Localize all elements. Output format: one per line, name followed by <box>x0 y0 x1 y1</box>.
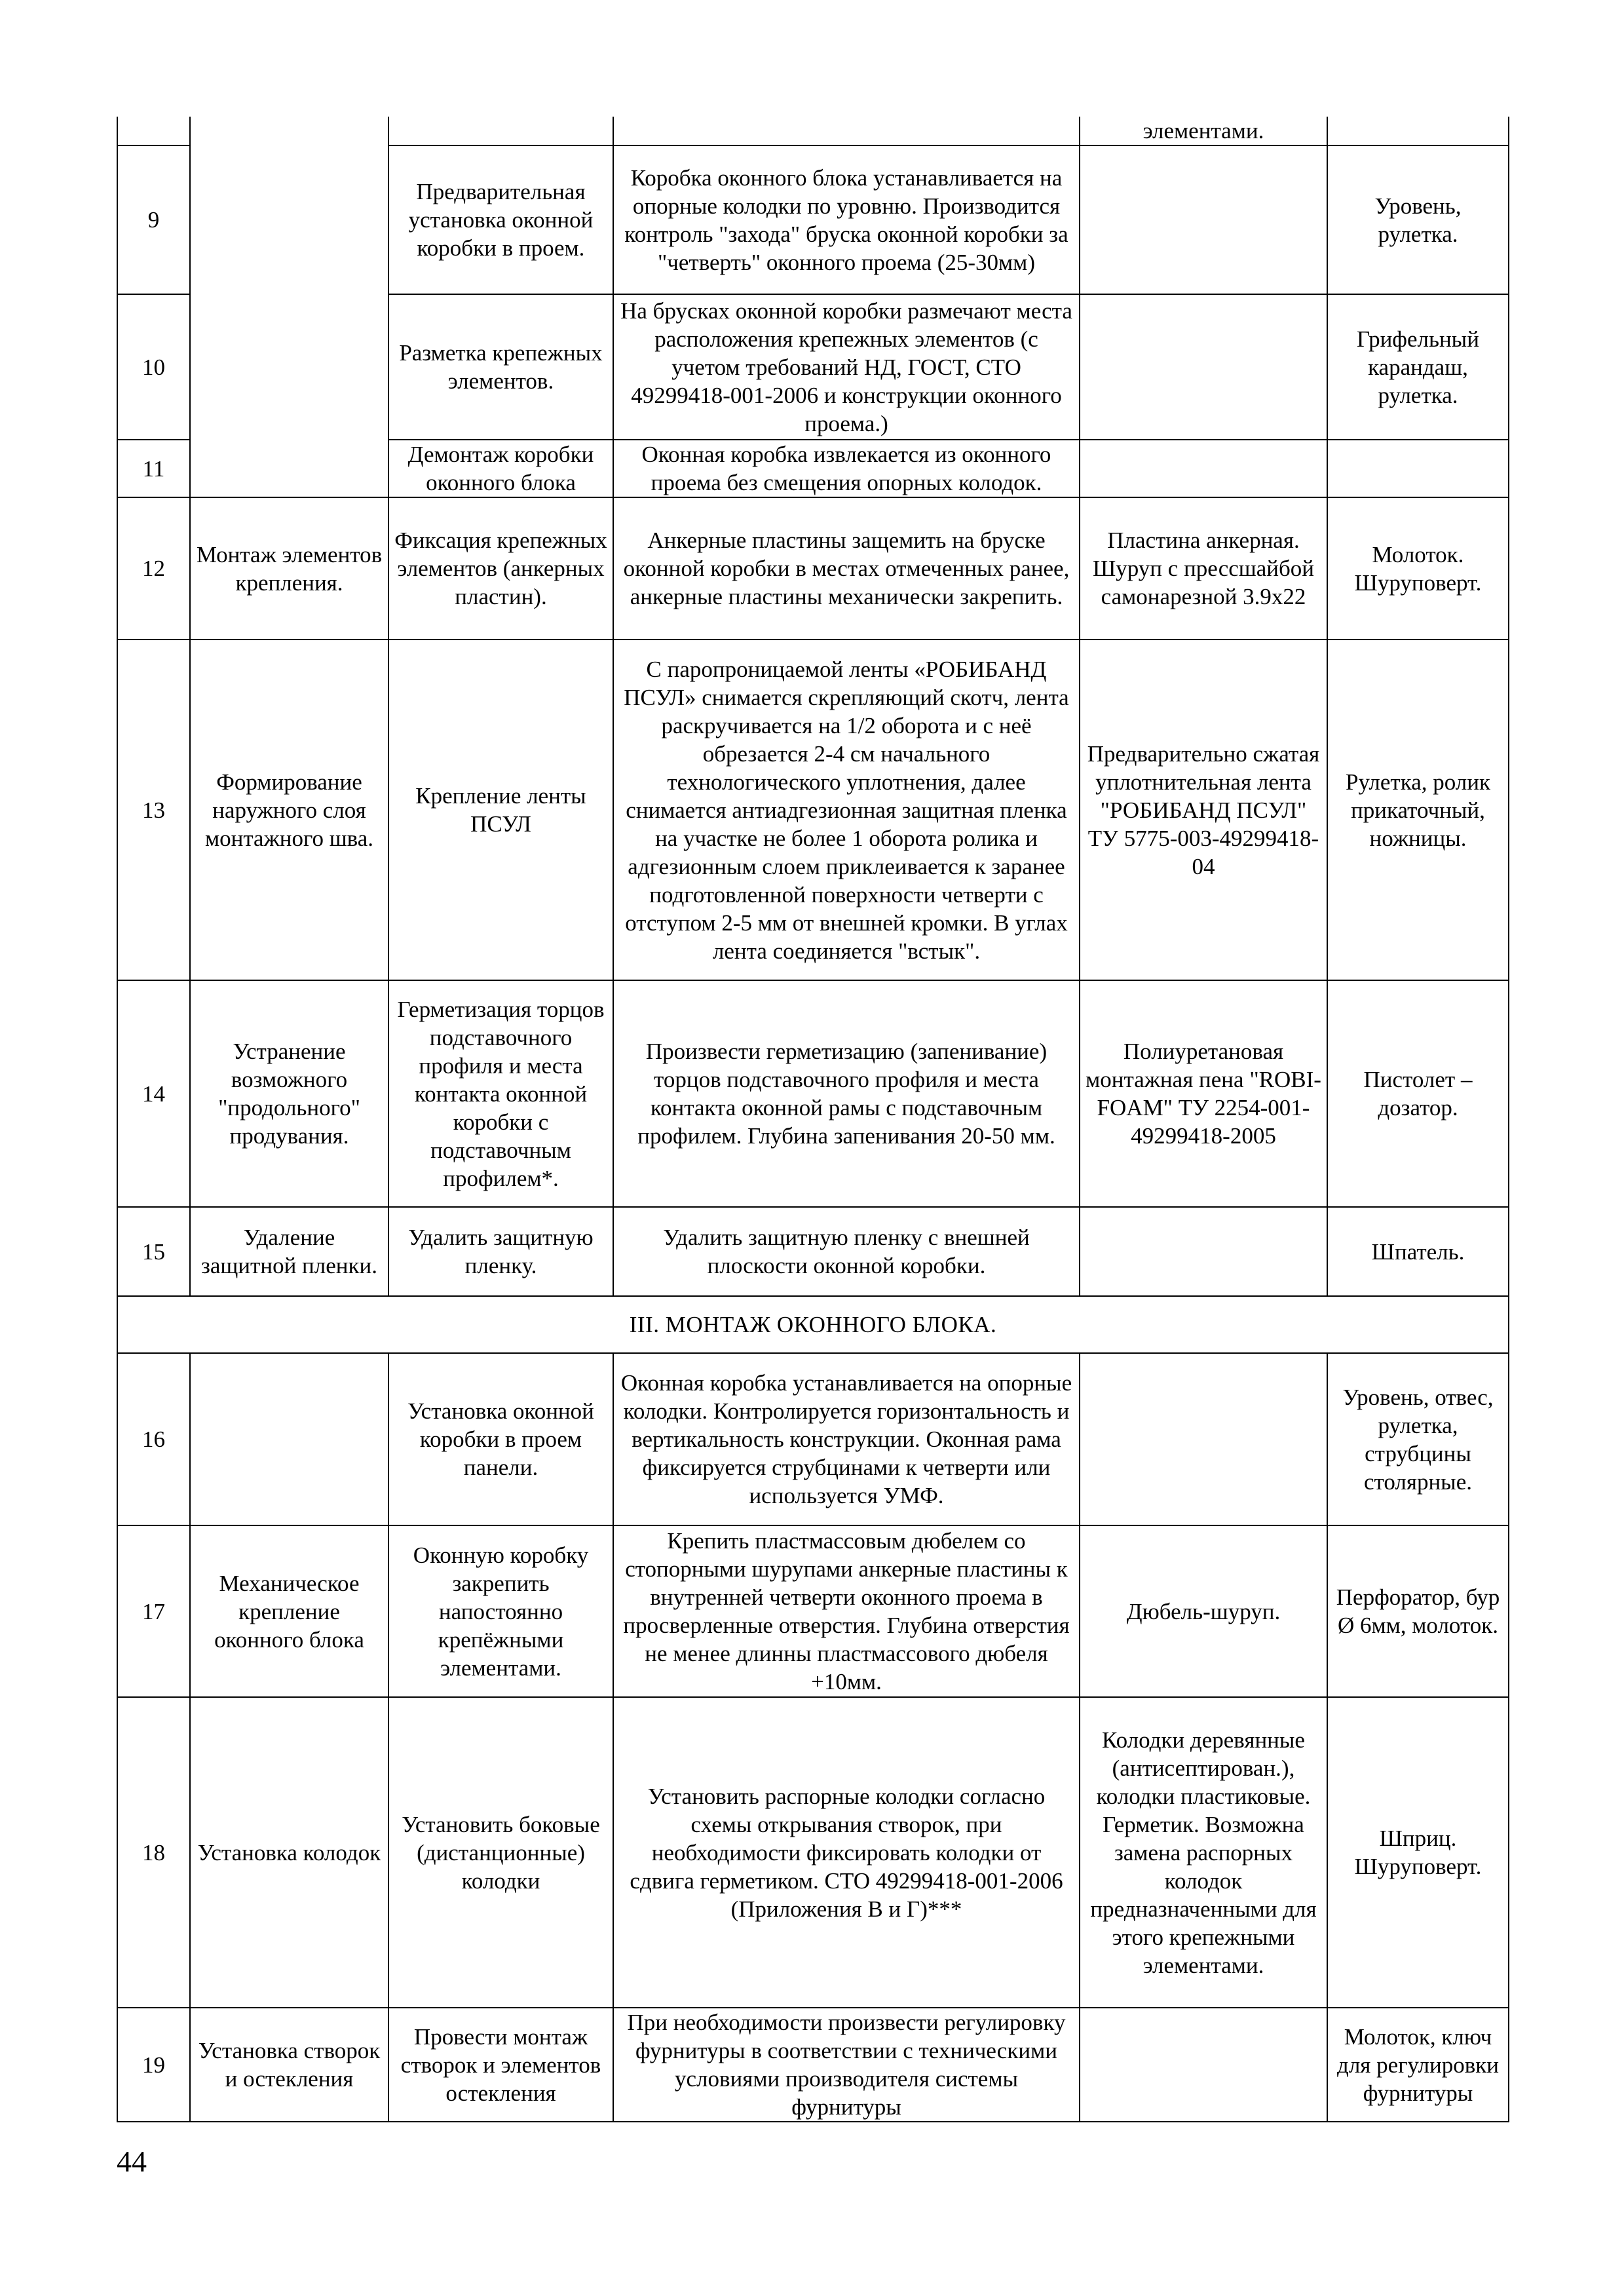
description-cell: Установить распорные колодки согласно схемы открывания створок, при необходимости фиксировать колодки от сдвига герметиком. СТО 49299418-001-2006 (Приложения В и Г)*** <box>613 1697 1080 2008</box>
operation-cell: Установка оконной коробки в проем панели. <box>388 1353 613 1525</box>
row-number: 12 <box>117 497 190 640</box>
table-row <box>117 1525 1509 1697</box>
operation-cell <box>388 117 613 145</box>
table-row <box>117 1207 1509 1296</box>
operation-cell: Крепление ленты ПСУЛ <box>388 640 613 980</box>
tools-cell: Уровень, рулетка. <box>1327 145 1509 294</box>
operation-cell: Фиксация крепежных элементов (анкерных пластин). <box>388 497 613 640</box>
operation-cell: Разметка крепежных элементов. <box>388 294 613 440</box>
materials-cell: Колодки деревянные (антисептирован.), колодки пластиковые. Герметик. Возможна замена распорных колодок предназначенными для этого крепежными элементами. <box>1080 1697 1327 2008</box>
stage-cell: Установка колодок <box>190 1697 388 2008</box>
operation-cell: Герметизация торцов подставочного профиля и места контакта оконной коробки с подставочным профилем*. <box>388 980 613 1207</box>
operation-cell: Демонтаж коробки оконного блока <box>388 440 613 497</box>
materials-cell <box>1080 145 1327 294</box>
description-cell: Удалить защитную пленку с внешней плоскости оконной коробки. <box>613 1207 1080 1296</box>
table-row <box>117 497 1509 640</box>
tools-cell: Шпатель. <box>1327 1207 1509 1296</box>
row-number: 13 <box>117 640 190 980</box>
tools-cell: Молоток, ключ для регулировки фурнитуры <box>1327 2008 1509 2122</box>
row-number: 10 <box>117 294 190 440</box>
stage-cell: Механическое крепление оконного блока <box>190 1525 388 1697</box>
materials-cell <box>1080 2008 1327 2122</box>
row-number: 15 <box>117 1207 190 1296</box>
operation-cell: Провести монтаж створок и элементов остекления <box>388 2008 613 2122</box>
stage-cell: Установка створок и остекления <box>190 2008 388 2122</box>
description-cell: На брусках оконной коробки размечают места расположения крепежных элементов (с учетом требований НД, ГОСТ, СТО 49299418-001-2006 и конструкции оконного проема.) <box>613 294 1080 440</box>
tools-cell: Грифельный карандаш, рулетка. <box>1327 294 1509 440</box>
row-number: 17 <box>117 1525 190 1697</box>
table-row <box>117 117 1509 145</box>
stage-cell <box>190 117 388 497</box>
stage-cell: Формирование наружного слоя монтажного шва. <box>190 640 388 980</box>
materials-cell <box>1080 1207 1327 1296</box>
description-cell: Произвести герметизацию (запенивание) торцов подставочного профиля и места контакта оконной рамы с подставочным профилем. Глубина запенивания 20-50 мм. <box>613 980 1080 1207</box>
row-number <box>117 117 190 145</box>
materials-cell: Предварительно сжатая уплотнительная лента "РОБИБАНД ПСУЛ" ТУ 5775-003-49299418-04 <box>1080 640 1327 980</box>
materials-cell: элементами. <box>1080 117 1327 145</box>
description-cell: При необходимости произвести регулировку фурнитуры в соответствии с техническими условиями производителя системы фурнитуры <box>613 2008 1080 2122</box>
row-number: 19 <box>117 2008 190 2122</box>
operation-cell: Установить боковые (дистанционные) колодки <box>388 1697 613 2008</box>
description-cell: Оконная коробка извлекается из оконного проема без смещения опорных колодок. <box>613 440 1080 497</box>
operation-cell: Удалить защитную пленку. <box>388 1207 613 1296</box>
description-cell: Коробка оконного блока устанавливается на опорные колодки по уровню. Производится контроль "захода" бруска оконной коробки за "четверть" оконного проема (25-30мм) <box>613 145 1080 294</box>
materials-cell: Полиуретановая монтажная пена "ROBI-FOAM" ТУ 2254-001-49299418-2005 <box>1080 980 1327 1207</box>
tools-cell: Уровень, отвес, рулетка, струбцины столярные. <box>1327 1353 1509 1525</box>
stage-cell <box>190 1353 388 1525</box>
description-cell: Оконная коробка устанавливается на опорные колодки. Контролируется горизонтальность и вертикальность конструкции. Оконная рама фиксируется струбцинами к четверти или используется УМФ. <box>613 1353 1080 1525</box>
materials-cell: Дюбель-шуруп. <box>1080 1525 1327 1697</box>
description-cell: С паропроницаемой ленты «РОБИБАНД ПСУЛ» снимается скрепляющий скотч, лента раскручивается на 1/2 оборота и с неё обрезается 2-4 см начального технологического уплотнения, далее снимается антиадгезионная защитная пленка на участке не более 1 оборота ролика и адгезионным слоем приклеивается к заранее подготовленной поверхности четверти с отступом 2-5 мм от внешней кромки. В углах лента соединяется "встык". <box>613 640 1080 980</box>
table-row <box>117 1697 1509 2008</box>
row-number: 9 <box>117 145 190 294</box>
row-number: 16 <box>117 1353 190 1525</box>
materials-cell <box>1080 294 1327 440</box>
section-row <box>117 1296 1509 1353</box>
tools-cell: Рулетка, ролик прикаточный, ножницы. <box>1327 640 1509 980</box>
operation-cell: Предварительная установка оконной коробки в проем. <box>388 145 613 294</box>
stage-cell: Монтаж элементов крепления. <box>190 497 388 640</box>
table-row <box>117 1353 1509 1525</box>
description-cell: Анкерные пластины защемить на бруске оконной коробки в местах отмеченных ранее, анкерные пластины механически закрепить. <box>613 497 1080 640</box>
tools-cell: Перфоратор, бур Ø 6мм, молоток. <box>1327 1525 1509 1697</box>
materials-cell: Пластина анкерная. Шуруп с прессшайбой самонарезной 3.9x22 <box>1080 497 1327 640</box>
section-title: III. МОНТАЖ ОКОННОГО БЛОКА. <box>117 1296 1509 1353</box>
tools-cell <box>1327 440 1509 497</box>
operation-cell: Оконную коробку закрепить напостоянно крепёжными элементами. <box>388 1525 613 1697</box>
row-number: 14 <box>117 980 190 1207</box>
table-row <box>117 640 1509 980</box>
description-cell <box>613 117 1080 145</box>
row-number: 18 <box>117 1697 190 2008</box>
row-number: 11 <box>117 440 190 497</box>
tools-cell: Шприц. Шуруповерт. <box>1327 1697 1509 2008</box>
stage-cell: Удаление защитной пленки. <box>190 1207 388 1296</box>
work-sequence-table <box>117 117 1509 2122</box>
stage-cell: Устранение возможного "продольного" продувания. <box>190 980 388 1207</box>
table-row <box>117 980 1509 1207</box>
materials-cell <box>1080 440 1327 497</box>
materials-cell <box>1080 1353 1327 1525</box>
tools-cell: Пистолет – дозатор. <box>1327 980 1509 1207</box>
table-row <box>117 2008 1509 2122</box>
description-cell: Крепить пластмассовым дюбелем со стопорными шурупами анкерные пластины к внутренней четверти оконного проема в просверленные отверстия. Глубина отверстия не менее длинны пластмассового дюбеля +10мм. <box>613 1525 1080 1697</box>
tools-cell <box>1327 117 1509 145</box>
page-number: 44 <box>117 2145 147 2178</box>
tools-cell: Молоток. Шуруповерт. <box>1327 497 1509 640</box>
